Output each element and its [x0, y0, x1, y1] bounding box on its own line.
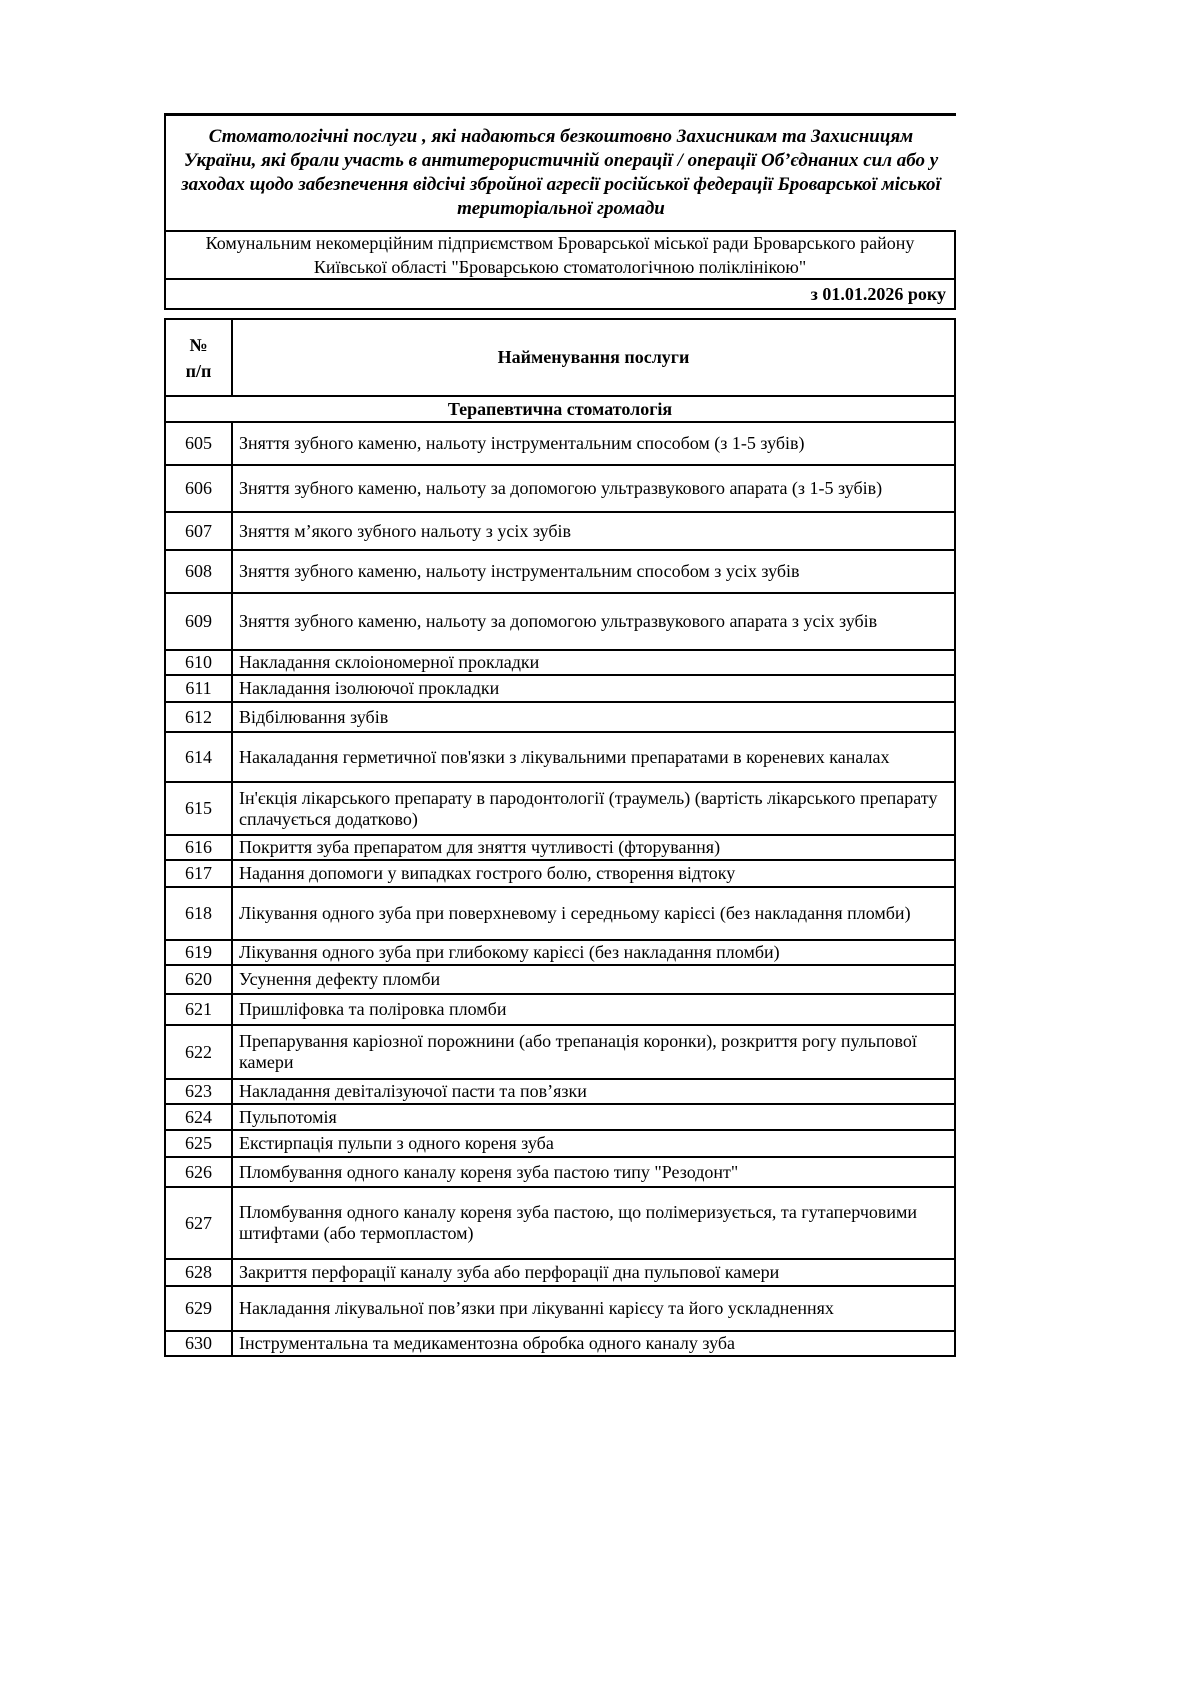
effective-date: з 01.01.2026 року — [810, 283, 946, 304]
service-name-cell: Накладання ізолюючої прокладки — [232, 675, 955, 702]
service-name-cell: Зняття зубного каменю, нальоту інструментальним способом з усіх зубів — [232, 550, 955, 593]
service-name-cell: Інструментальна та медикаментозна обробка одного каналу зуба — [232, 1331, 955, 1356]
table-row — [165, 1079, 955, 1104]
service-name-cell: Накладання склоіономерної прокладки — [232, 650, 955, 675]
document-title: Стоматологічні послуги , які надаються безкоштовно Захисникам та Захисницям України, які брали участь в антитерористичній операції / операції Об’єднаних сил або у заходах щодо забезпечення відсічі збройної агресії російської федерації Броварської міської територіальної громади — [181, 126, 941, 219]
table-row — [165, 965, 955, 994]
service-name-cell: Усунення дефекту пломби — [232, 965, 955, 994]
section-header: Терапевтична стоматологія — [165, 396, 955, 422]
row-number-cell: 617 — [165, 860, 232, 887]
row-number-cell: 616 — [165, 835, 232, 860]
row-number-cell: 624 — [165, 1104, 232, 1130]
service-name-cell: Закриття перфорації каналу зуба або перфорації дна пульпової камери — [232, 1259, 955, 1286]
table-row — [165, 860, 955, 887]
table-row — [165, 512, 955, 550]
row-number-cell: 614 — [165, 732, 232, 782]
table-row — [165, 782, 955, 835]
publisher-block — [164, 230, 956, 280]
service-name-cell: Лікування одного зуба при глибокому карієсі (без накладання пломби) — [232, 940, 955, 965]
row-number-cell: 622 — [165, 1025, 232, 1079]
table-row — [165, 1025, 955, 1079]
service-name-cell: Накаладання герметичної пов'язки з лікувальними препаратами в кореневих каналах — [232, 732, 955, 782]
document — [164, 113, 956, 1357]
service-name-cell: Препарування каріозної порожнини (або трепанація коронки), розкриття рогу пульпової камери — [232, 1025, 955, 1079]
service-name-cell: Лікування одного зуба при поверхневому і середньому карієсі (без накладання пломби) — [232, 887, 955, 940]
row-number-cell: 626 — [165, 1157, 232, 1187]
row-number-cell: 605 — [165, 422, 232, 465]
row-number-cell: 606 — [165, 465, 232, 512]
number-header-line1: № — [189, 334, 208, 355]
date-row — [164, 280, 956, 310]
row-number-cell: 625 — [165, 1130, 232, 1157]
row-number-cell: 620 — [165, 965, 232, 994]
title-block — [164, 113, 956, 230]
row-number-cell: 630 — [165, 1331, 232, 1356]
service-name-cell: Пульпотомія — [232, 1104, 955, 1130]
row-number-cell: 611 — [165, 675, 232, 702]
row-number-cell: 609 — [165, 593, 232, 650]
row-number-cell: 627 — [165, 1187, 232, 1259]
table-row — [165, 1331, 955, 1356]
table-row — [165, 887, 955, 940]
table-row — [165, 675, 955, 702]
table-row — [165, 1259, 955, 1286]
service-name-cell: Пришліфовка та поліровка пломби — [232, 994, 955, 1025]
row-number-cell: 628 — [165, 1259, 232, 1286]
service-name-cell: Зняття зубного каменю, нальоту за допомогою ультразвукового апарата з усіх зубів — [232, 593, 955, 650]
row-number-cell: 610 — [165, 650, 232, 675]
row-number-cell: 607 — [165, 512, 232, 550]
table-row — [165, 593, 955, 650]
services-table-body — [165, 422, 955, 1356]
table-row — [165, 1187, 955, 1259]
row-number-cell: 629 — [165, 1286, 232, 1331]
table-row — [165, 550, 955, 593]
publisher-info: Комунальним некомерційним підприємством Броварської міської ради Броварського району Київської області "Броварською стоматологічною поліклінікою" — [205, 233, 915, 277]
service-name-cell: Зняття зубного каменю, нальоту за допомогою ультразвукового апарата (з 1-5 зубів) — [232, 465, 955, 512]
table-row — [165, 422, 955, 465]
service-name-cell: Накладання лікувальної пов’язки при лікуванні карієсу та його ускладненнях — [232, 1286, 955, 1331]
row-number-cell: 619 — [165, 940, 232, 965]
spacer — [164, 310, 956, 318]
service-name-cell: Відбілювання зубів — [232, 702, 955, 732]
table-row — [165, 650, 955, 675]
table-row — [165, 732, 955, 782]
table-row — [165, 1286, 955, 1331]
service-name-cell: Зняття м’якого зубного нальоту з усіх зубів — [232, 512, 955, 550]
service-name-cell: Накладання девіталізуючої пасти та пов’язки — [232, 1079, 955, 1104]
table-row — [165, 835, 955, 860]
table-row — [165, 994, 955, 1025]
row-number-cell: 612 — [165, 702, 232, 732]
section-header-row — [165, 396, 955, 422]
table-row — [165, 1157, 955, 1187]
number-header-line2: п/п — [185, 360, 212, 381]
row-number-cell: 623 — [165, 1079, 232, 1104]
table-row — [165, 465, 955, 512]
service-column-header: Найменування послуги — [232, 319, 955, 396]
services-table — [164, 318, 956, 1357]
row-number-cell: 608 — [165, 550, 232, 593]
service-name-cell: Ін'єкція лікарського препарату в пародонтології (траумель) (вартість лікарського препарату сплачується додатково) — [232, 782, 955, 835]
row-number-cell: 618 — [165, 887, 232, 940]
service-name-cell: Надання допомоги у випадках гострого болю, створення відтоку — [232, 860, 955, 887]
service-name-cell: Зняття зубного каменю, нальоту інструментальним способом (з 1-5 зубів) — [232, 422, 955, 465]
table-row — [165, 1130, 955, 1157]
number-column-header — [165, 319, 232, 396]
row-number-cell: 615 — [165, 782, 232, 835]
service-name-cell: Пломбування одного каналу кореня зуба пастою, що полімеризується, та гутаперчовими штифтами (або термопластом) — [232, 1187, 955, 1259]
service-name-cell: Екстирпація пульпи з одного кореня зуба — [232, 1130, 955, 1157]
table-row — [165, 702, 955, 732]
header-row — [165, 319, 955, 396]
table-row — [165, 940, 955, 965]
service-name-cell: Покриття зуба препаратом для зняття чутливості (фторування) — [232, 835, 955, 860]
table-row — [165, 1104, 955, 1130]
row-number-cell: 621 — [165, 994, 232, 1025]
service-name-cell: Пломбування одного каналу кореня зуба пастою типу "Резодонт" — [232, 1157, 955, 1187]
